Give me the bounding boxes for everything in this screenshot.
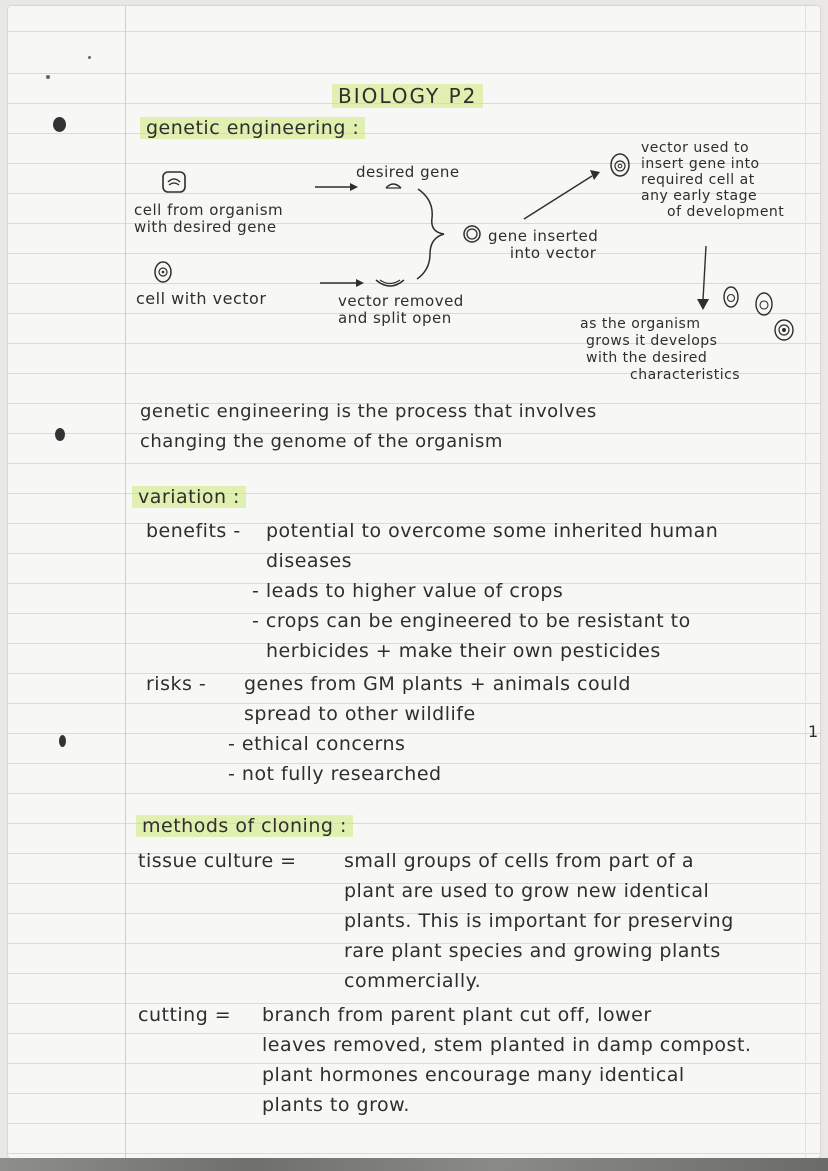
tissue-culture-label: tissue culture = xyxy=(138,850,297,872)
text-line: - leads to higher value of crops xyxy=(252,580,564,602)
label-line: cell from organism xyxy=(134,201,284,219)
heading-text: variation : xyxy=(132,486,246,508)
label-line: of development xyxy=(667,204,785,220)
label-line: characteristics xyxy=(630,367,741,383)
label-line: vector removed xyxy=(338,292,464,310)
text-line: spread to other wildlife xyxy=(244,703,476,725)
margin-mark: 1 xyxy=(808,722,819,741)
binder-hole xyxy=(59,735,66,747)
section-heading-cloning xyxy=(136,815,353,837)
tissue-culture-description xyxy=(344,846,734,996)
label-vector-used xyxy=(641,140,784,220)
text-line: plant are used to grow new identical xyxy=(344,880,710,902)
text-line: herbicides + make their own pesticides xyxy=(266,640,661,662)
label-line: into vector xyxy=(509,244,597,262)
text-line: small groups of cells from part of a xyxy=(344,850,695,872)
label-organism-grows xyxy=(580,316,740,384)
text-line: rare plant species and growing plants xyxy=(344,940,721,962)
label-gene-inserted xyxy=(488,228,598,262)
cutting-label: cutting = xyxy=(138,1004,232,1026)
label-line: any early stage xyxy=(641,188,758,204)
label-line: vector used to xyxy=(641,140,750,156)
risks-list xyxy=(228,669,631,789)
label-cell-from-organism xyxy=(134,202,283,236)
label-line: required cell at xyxy=(641,172,755,188)
text-line: - ethical concerns xyxy=(228,733,406,755)
text-line: plants to grow. xyxy=(262,1094,410,1116)
text-line: - crops can be engineered to be resistant to xyxy=(252,610,691,632)
heading-text: methods of cloning : xyxy=(136,815,353,837)
label-desired-gene: desired gene xyxy=(356,163,460,181)
label-line: and split open xyxy=(338,309,452,327)
label-line: gene inserted xyxy=(488,227,599,245)
label-line: with desired gene xyxy=(134,218,277,236)
text-line: potential to overcome some inherited human xyxy=(266,520,719,542)
benefits-label: benefits - xyxy=(146,520,241,542)
heading-text: genetic engineering : xyxy=(140,117,365,139)
text-line: commercially. xyxy=(344,970,482,992)
text-line: plants. This is important for preserving xyxy=(344,910,734,932)
label-line: as the organism xyxy=(580,316,701,332)
text-line: leaves removed, stem planted in damp compost. xyxy=(262,1034,752,1056)
page-title-text: BIOLOGY P2 xyxy=(332,84,483,108)
label-line: with the desired xyxy=(586,350,708,366)
text-line: diseases xyxy=(266,550,353,572)
section-heading-variation xyxy=(132,486,246,508)
label-vector-removed xyxy=(338,293,464,327)
cutting-description xyxy=(262,1000,751,1120)
genetic-engineering-definition xyxy=(140,397,597,457)
text-line: changing the genome of the organism xyxy=(140,431,503,452)
binder-hole xyxy=(55,428,65,441)
page-bottom-edge xyxy=(0,1158,828,1171)
organism-cell-icon xyxy=(163,172,185,192)
label-cell-with-vector: cell with vector xyxy=(136,289,267,308)
text-line: genetic engineering is the process that involves xyxy=(140,401,597,422)
label-line: insert gene into xyxy=(641,156,760,172)
text-line: plant hormones encourage many identical xyxy=(262,1064,685,1086)
text-line: - not fully researched xyxy=(228,763,442,785)
text-line: branch from parent plant cut off, lower xyxy=(262,1004,652,1026)
text-line: genes from GM plants + animals could xyxy=(244,673,631,695)
benefits-list xyxy=(252,516,719,666)
risks-label: risks - xyxy=(146,673,207,695)
label-line: grows it develops xyxy=(586,333,718,349)
